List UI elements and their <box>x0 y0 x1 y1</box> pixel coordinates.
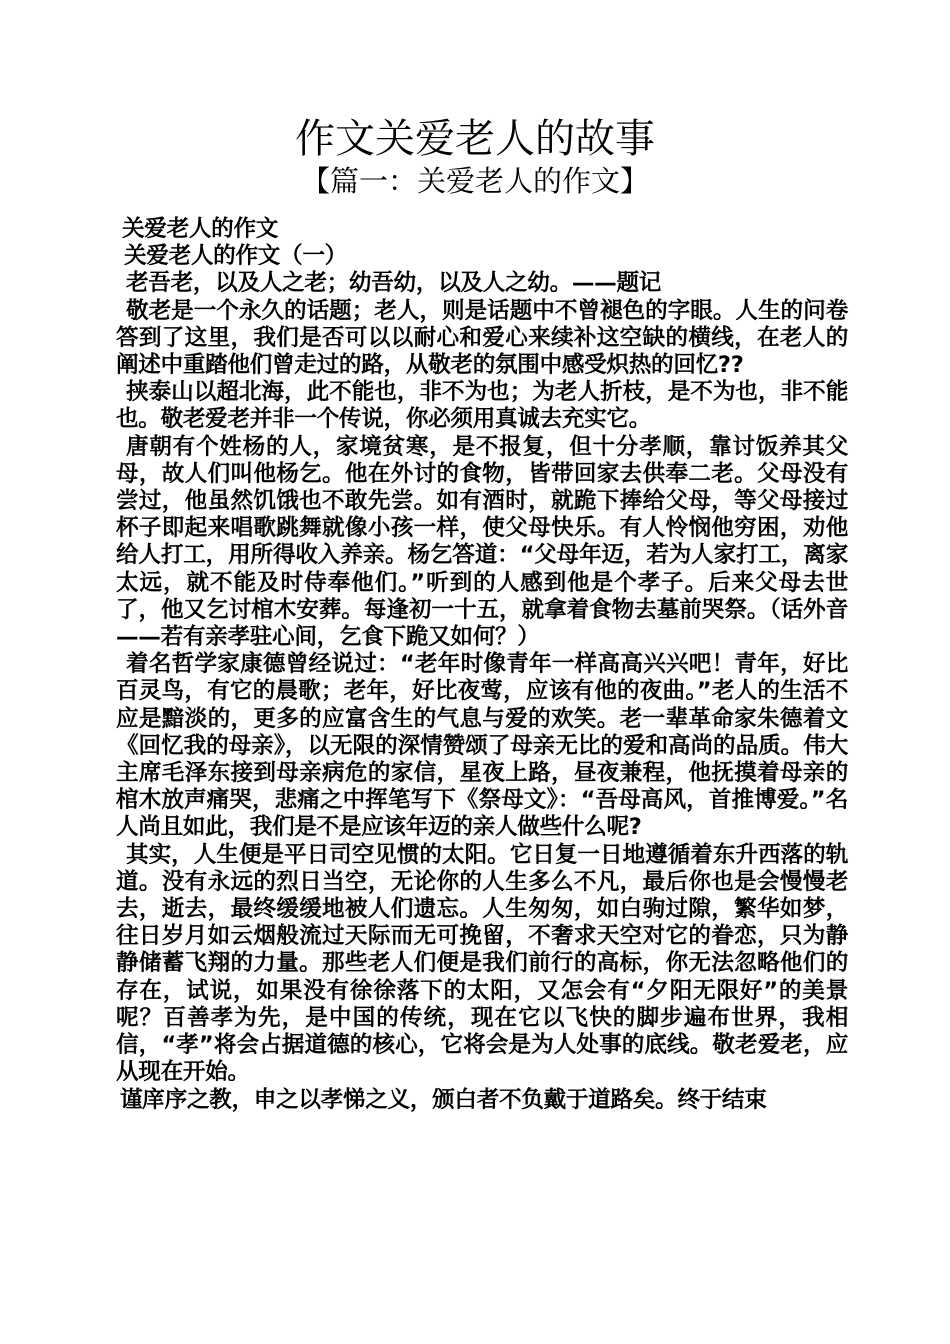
section-heading: 关爱老人的作文 <box>122 216 279 242</box>
essay-heading: 关爱老人的作文（一） <box>124 243 347 270</box>
paragraph: 唐朝有个姓杨的人，家境贫寒，是不报复，但十分孝顺，靠讨饭养其父母，故人们叫他杨乞。他在外讨的食物，皆带回家去供奉二老。父母没有尝过，他虽然饥饿也不敢先尝。如有酒时，就跪下捧给父母，等父母接过杯子即起来唱歌跳舞就像小孩一样，使父母快乐。有人怜悯他穷困，劝他给人打工，用所得收入养亲。杨乞答道：“父母年迈，若为人家打工，离家太远，就不能及时侍奉他们。”听到的人感到他是个孝子。后来父母去世了，他又乞讨棺木安葬。每逢初一十五，就拿着食物去墓前哭祭。（话外音——若有亲孝驻心间，乞食下跪又如何？） <box>116 433 848 651</box>
paragraph: 其实，人生便是平日司空见惯的太阳。它日复一日地遵循着东升西落的轨道。没有永远的烈日当空，无论你的人生多么不凡，最后你也是会慢慢老去，逝去，最终缓缓地被人们遗忘。人生匆匆，如白驹过隙，繁华如梦，往日岁月如云烟般流过天际而无可挽留，不奢求天空对它的眷恋，只为静静储蓄飞翔的力量。那些老人们便是我们前行的高标，你无法忽略他们的存在，试说，如果没有徐徐落下的太阳，又怎会有“夕阳无限好”的美景呢？百善孝为先，是中国的传统，现在它以飞快的脚步遍布世界，我相信，“孝”将会占据道德的核心，它将会是为人处事的底线。敬老爱老，应从现在开始。 <box>116 841 848 1086</box>
paragraph-epigraph: 老吾老，以及人之老；幼吾幼，以及人之幼。——题记 <box>126 270 662 297</box>
paragraph: 着名哲学家康德曾经说过：“老年时像青年一样高高兴兴吧！青年，好比百灵鸟，有它的晨歌；老年，好比夜莺，应该有他的夜曲。”老人的生活不应是黯淡的，更多的应富含生的气息与爱的欢笑。老一辈革命家朱德着文《回忆我的母亲》，以无限的深情赞颂了母亲无比的爱和高尚的品质。伟大主席毛泽东接到母亲病危的家信，星夜上路，昼夜兼程，他抚摸着母亲的棺木放声痛哭，悲痛之中挥笔写下《祭母文》：“吾母高风，首推博爱。”名人尚且如此，我们是不是应该年迈的亲人做些什么呢? <box>116 651 848 841</box>
document-title: 作文关爱老人的故事 <box>295 116 655 162</box>
paragraph: 挟泰山以超北海，此不能也，非不为也；为老人折枝，是不为也，非不能也。敬老爱老并非一个传说，你必须用真诚去充实它。 <box>116 379 848 433</box>
paragraph: 敬老是一个永久的话题；老人，则是话题中不曾褪色的字眼。人生的问卷答到了这里，我们是否可以以耐心和爱心来续补这空缺的横线，在老人的阐述中重踏他们曾走过的路，从敬老的氛围中感受炽热的回忆?? <box>116 297 848 379</box>
document-body <box>116 216 848 1114</box>
paragraph: 谨庠序之教，申之以孝悌之义，颁白者不负戴于道路矣。终于结束 <box>120 1086 767 1113</box>
document-subtitle: 【篇一：关爱老人的作文】 <box>300 164 649 198</box>
